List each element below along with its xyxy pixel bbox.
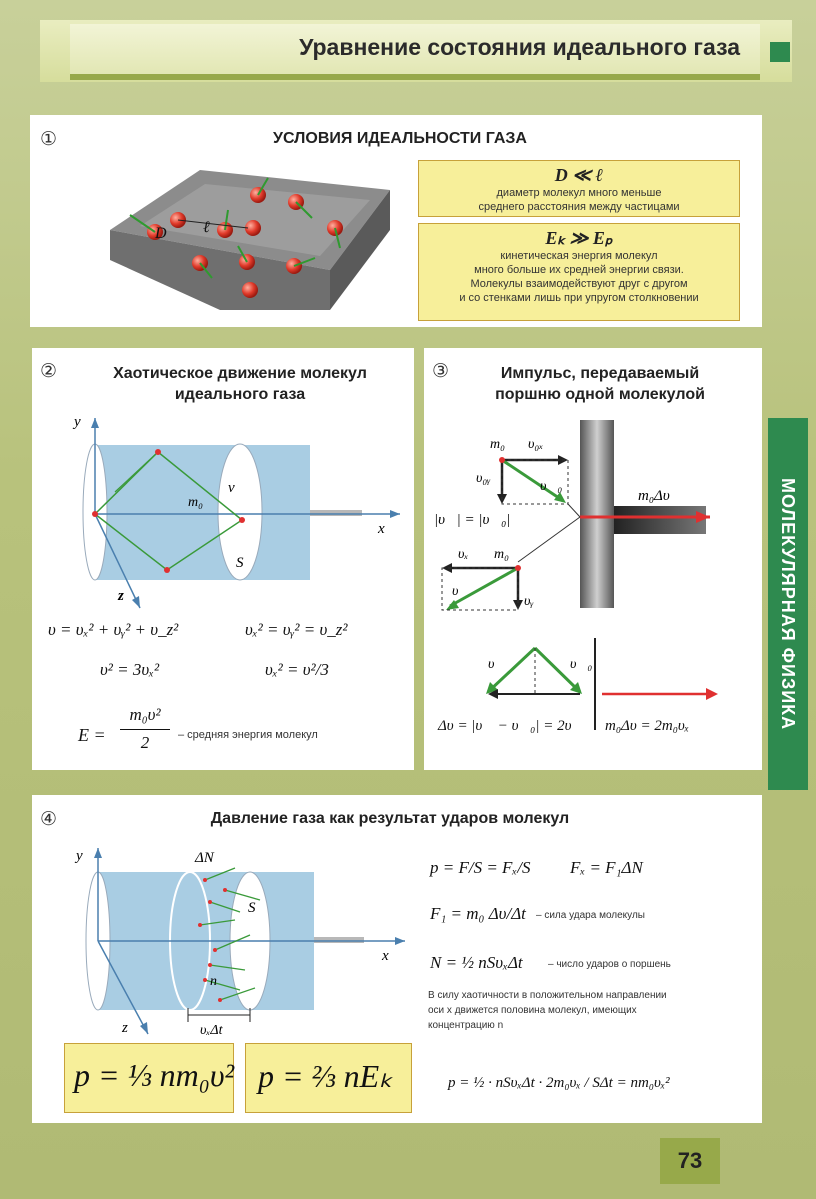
explain-line-1: В силу хаотичности в положительном направлении — [428, 990, 667, 1001]
label-v0y: υ₀ᵧ — [476, 471, 491, 486]
condition-text-1a: диаметр молекул много меньше — [496, 187, 662, 199]
formula-speed-sum: υ = υₓ² + υᵧ² + υ_z² — [48, 620, 179, 639]
label-vx: υₓ — [458, 547, 469, 562]
condition-text-2a: кинетическая энергия молекул — [500, 250, 658, 262]
explain-line-2: оси x движется половина молекул, имеющих — [428, 1005, 637, 1016]
axis-z: z — [118, 588, 124, 604]
panel4-number: ④ — [40, 808, 58, 830]
label-S4: S — [248, 900, 256, 916]
condition-text-2c: Молекулы взаимодействуют друг с другом — [470, 278, 688, 290]
panel2-number: ② — [40, 360, 58, 382]
label-triangle-v: υ⃗ — [488, 657, 506, 672]
label-triangle-v0: υ⃗₀ — [570, 657, 593, 672]
pressure-formula-2: p = ⅔ nEₖ — [258, 1058, 393, 1094]
formula-delta-v: Δυ = |υ⃗ − υ⃗₀| = 2υ — [438, 718, 572, 734]
panel1-number: ① — [40, 128, 58, 150]
panel1-title: УСЛОВИЯ ИДЕАЛЬНОСТИ ГАЗА — [273, 130, 527, 147]
formula-momentum-change: m₀Δυ = 2m₀υₓ — [605, 718, 690, 734]
formula-energy-lhs: E = — [78, 725, 106, 745]
formula-energy-bar — [120, 729, 170, 730]
explain-line-3: концентрацию n — [428, 1020, 504, 1031]
panel4-title: Давление газа как результат ударов молекул — [210, 810, 570, 827]
formula-v2-3vx2: υ² = 3υₓ² — [100, 660, 160, 679]
condition-box-energy — [418, 223, 740, 321]
axis4-x: x — [382, 948, 389, 964]
axis4-z: z — [122, 1020, 128, 1036]
axis4-y: y — [76, 848, 83, 864]
label-m0: m₀ — [188, 495, 203, 510]
label-deltaN: ΔN — [195, 850, 214, 866]
formula-impacts-note: – число ударов о поршень — [548, 959, 671, 970]
panel3-title-line2: поршню одной молекулой — [495, 386, 705, 403]
label-m0b: m₀ — [494, 547, 509, 562]
label-v0x: υ₀ₓ — [528, 437, 544, 452]
panel3-title-line1: Импульс, передаваемый — [500, 365, 700, 382]
label-D: D — [155, 225, 167, 242]
condition-formula-1: D ≪ ℓ — [554, 165, 604, 185]
formula-equal-components: υₓ² = υᵧ² = υ_z² — [245, 620, 348, 639]
label-v-reflected: υ⃗ — [452, 584, 470, 599]
label-v0: υ⃗₀ — [540, 479, 563, 494]
label-S: S — [236, 555, 244, 571]
ideal-gas-box-diagram — [100, 160, 400, 320]
formula-pressure-force: p = F/S = Fₓ/S — [430, 858, 531, 877]
condition-formula-2: Eₖ ≫ Eₚ — [545, 228, 613, 248]
condition-box-diameter — [418, 160, 740, 217]
formula-impact-force: F₁ = m₀ Δυ/Δt — [430, 904, 526, 923]
formula-impact-note: – сила удара молекулы — [536, 910, 645, 921]
page-title: Уравнение состояния идеального газа — [299, 34, 740, 60]
formula-energy-den: 2 — [140, 733, 150, 752]
condition-text-2b: много больше их средней энергии связи. — [474, 264, 684, 276]
header-square-icon — [770, 42, 790, 62]
condition-text-1b: среднего расстояния между частицами — [478, 201, 680, 213]
axis-y: y — [74, 414, 81, 430]
label-vx-dt: υₓΔt — [200, 1023, 223, 1038]
cylinder-pressure-diagram — [60, 840, 420, 1040]
pressure-formula-1: p = ⅓ nm₀υ² — [74, 1057, 235, 1093]
label-vy: υᵧ — [524, 594, 534, 609]
formula-pressure-derivation: p = ½ · nSυₓΔt · 2m₀υₓ / SΔt = nm₀υₓ² — [448, 1075, 670, 1091]
label-m0a: m₀ — [490, 437, 505, 452]
page-number: 73 — [677, 1148, 703, 1173]
axis-x: x — [378, 521, 385, 537]
label-l: ℓ — [203, 219, 210, 236]
panel3-number: ③ — [432, 360, 450, 382]
label-mdv: m₀Δυ⃗ — [638, 488, 682, 504]
panel2-title-line2: идеального газа — [174, 386, 306, 403]
panel2-title-line1: Хаотическое движение молекул — [113, 365, 367, 382]
formula-energy-note: – средняя энергия молекул — [178, 729, 318, 741]
formula-energy-num: m₀υ² — [129, 705, 161, 724]
side-tab-label: МОЛЕКУЛЯРНАЯ ФИЗИКА — [778, 477, 798, 731]
label-abs: |υ⃗| = |υ⃗₀| — [434, 512, 511, 528]
formula-impacts-count: N = ½ nSυₓΔt — [430, 953, 523, 972]
condition-text-2d: и со стенками лишь при упругом столкновении — [459, 292, 699, 304]
label-v: v⃗ — [228, 480, 247, 496]
formula-force-x: Fₓ = F₁ΔN — [570, 858, 643, 877]
label-n: n — [210, 974, 217, 989]
piston-momentum-diagram — [430, 420, 760, 740]
formula-vx2: υₓ² = υ²/3 — [265, 660, 329, 679]
cylinder-motion-diagram — [60, 410, 410, 610]
